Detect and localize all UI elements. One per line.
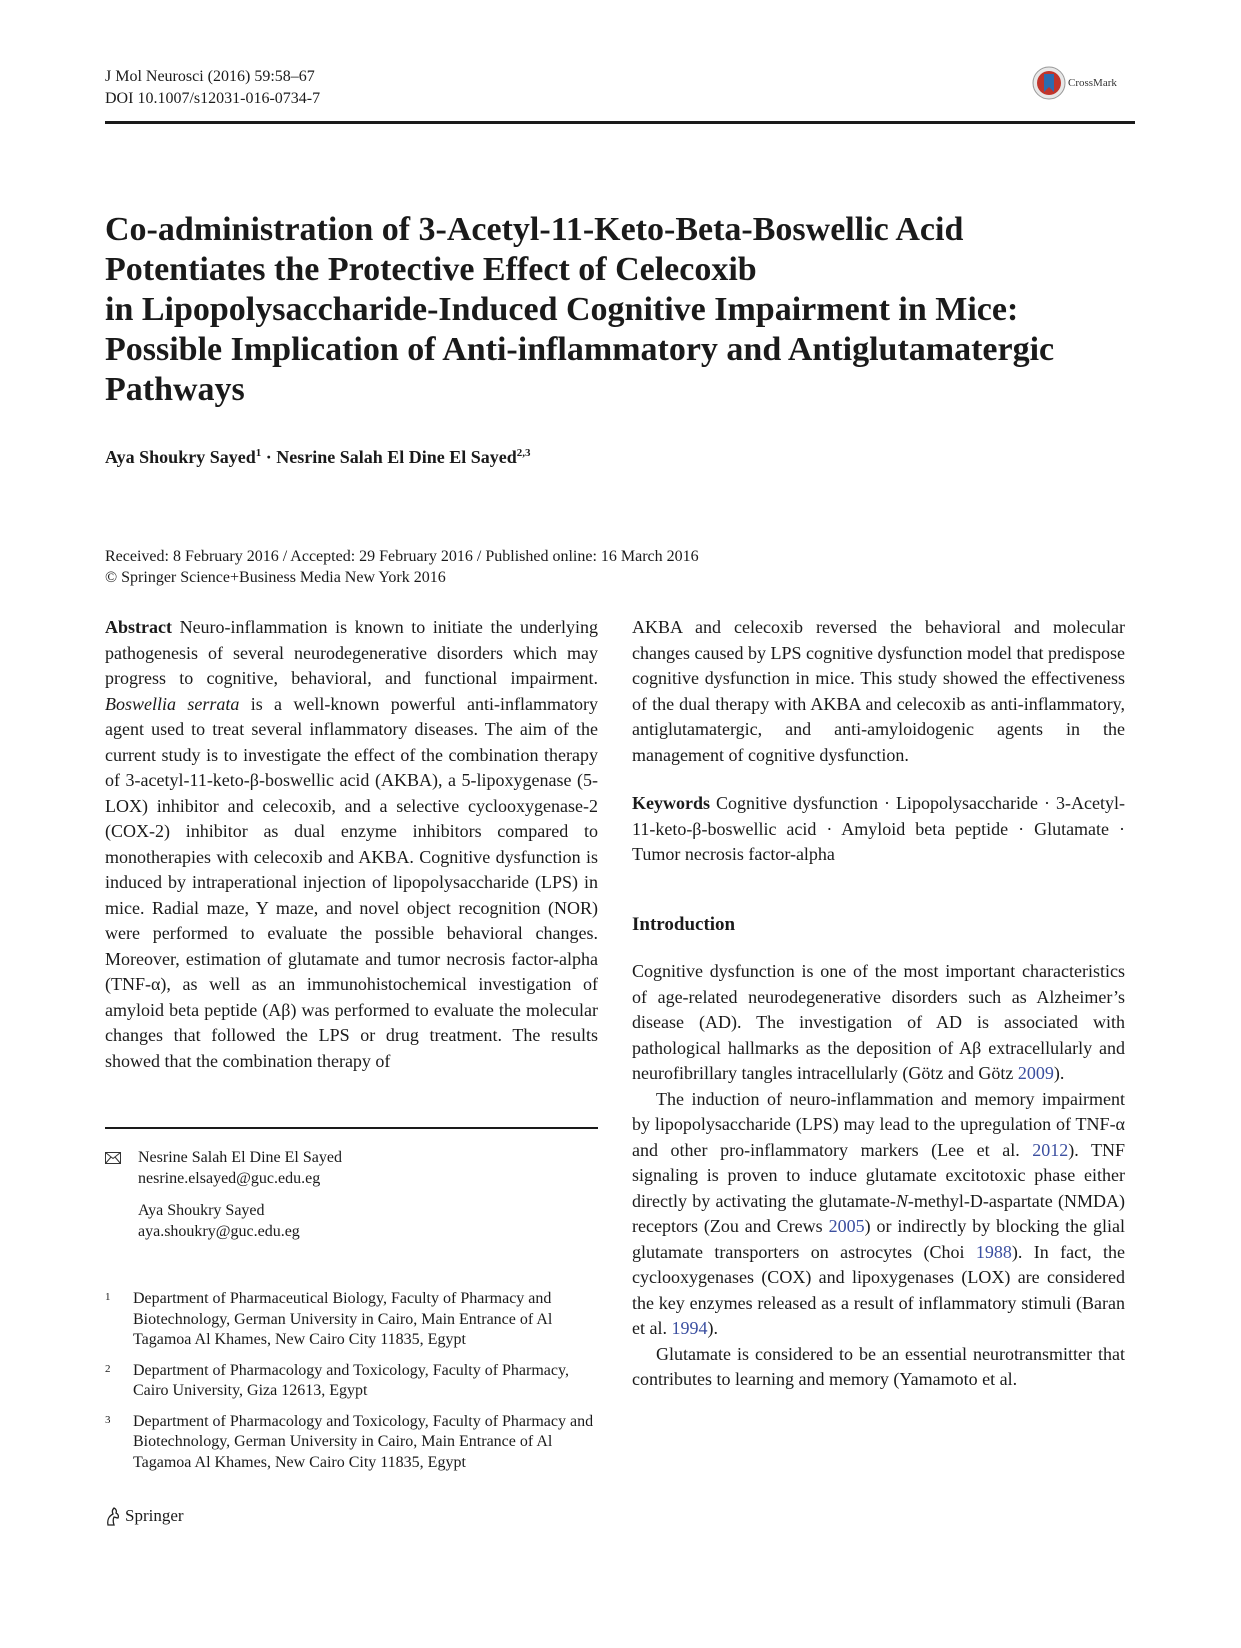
envelope-icon	[105, 1152, 121, 1164]
title-line: Pathways	[105, 371, 245, 408]
affiliation-ref: 1	[255, 447, 262, 459]
author-list	[105, 447, 531, 468]
crossmark-icon	[1032, 66, 1066, 100]
title-line: Possible Implication of Anti-inflammatory and Antiglutamatergic	[105, 331, 1055, 368]
correspondence	[105, 1148, 598, 1254]
header-rule	[105, 121, 1135, 124]
intro-paragraph: The induction of neuro-inflammation and memory impairment by lipopolysaccharide (LPS) may lead to the upregulation of TNF-α and other pro-inflammatory markers (Lee et al. 2012). TNF signaling is proven to induce glutamate excitotoxic phase either directly by activating the glutamate-N-methyl-D-aspartate (NMDA) receptors (Zou and Crews 2005) or indirectly by blocking the glial glutamate transporters on astrocytes (Choi 1988). In fact, the cyclooxygenases (COX) and lipoxygenases (LOX) are considered the key enzymes released as a result of inflammatory stimuli (Baran et al. 1994).	[632, 1088, 1126, 1338]
species-name: Boswellia serrata	[105, 693, 240, 714]
right-column	[632, 615, 1125, 1393]
crossmark-badge[interactable]	[1032, 66, 1117, 100]
corresponding-author-name: Nesrine Salah El Dine El Sayed	[138, 1149, 342, 1166]
abstract-label: Abstract	[105, 617, 172, 637]
author-separator: ·	[261, 447, 277, 467]
title-line: Co-administration of 3-Acetyl-11-Keto-Beta-Boswellic Acid	[105, 211, 964, 248]
author-name: Aya Shoukry Sayed	[138, 1202, 265, 1219]
article-title	[105, 210, 1140, 410]
left-column	[105, 615, 598, 1074]
citation-link[interactable]: 1994	[671, 1318, 708, 1338]
footnote-rule	[105, 1127, 598, 1129]
affiliation-item: 1 Department of Pharmaceutical Biology, Faculty of Pharmacy and Biotechnology, German University in Cairo, Main Entrance of Al Tagamoa Al Khames, New Cairo City 11835, Egypt	[105, 1290, 553, 1348]
abstract-continued: AKBA and celecoxib reversed the behavioral and molecular changes caused by LPS cognitive dysfunction model that predispose cognitive dysfunction in mice. This study showed the effectiveness of the dual therapy with AKBA and celecoxib as anti-inflammatory, antiglutamatergic, and anti-amyloidogenic agents in the management of cognitive dysfunction.	[632, 617, 1125, 765]
abstract-paragraph: Abstract Neuro-inflammation is known to initiate the underlying pathogenesis of several neurodegenerative disorders which may progress to cognitive, behavioral, and functional impairment. Boswellia serrata is a well-known powerful anti-inflammatory agent used to treat several inflammatory diseases. The aim of the current study is to investigate the effect of the combination therapy of 3-acetyl-11-keto-β-boswellic acid (AKBA), a 5-lipoxygenase (5-LOX) inhibitor and celecoxib, and a selective cyclooxygenase-2 (COX-2) inhibitor as dual enzyme inhibitors compared to monotherapies with celecoxib and AKBA. Cognitive dysfunction is induced by intraperational injection of lipopolysaccharide (LPS) in mice. Radial maze, Y maze, and novel object recognition (NOR) were performed to evaluate the possible behavioral changes. Moreover, estimation of glutamate and tumor necrosis factor-alpha (TNF-α), as well as an immunohistochemical investigation of amyloid beta peptide (Aβ) was performed to evaluate the molecular changes that followed the LPS or drug treatment. The results showed that the combination therapy of	[105, 617, 598, 1071]
affiliations	[105, 1289, 598, 1483]
affiliation-item: 2 Department of Pharmacology and Toxicology, Faculty of Pharmacy, Cairo University, Giza 12613, Egypt	[105, 1361, 569, 1399]
citation-link[interactable]: 2012	[1032, 1139, 1069, 1160]
title-line: in Lipopolysaccharide-Induced Cognitive Impairment in Mice:	[105, 291, 1019, 328]
affiliation-item: 3 Department of Pharmacology and Toxicology, Faculty of Pharmacy and Biotechnology, German University in Cairo, Main Entrance of Al Tagamoa Al Khames, New Cairo City 11835, Egypt	[105, 1412, 594, 1471]
citation-link[interactable]: 2005	[828, 1216, 865, 1236]
citation-link[interactable]: 2009	[1017, 1063, 1054, 1083]
publisher-name: Springer	[125, 1506, 184, 1525]
journal-citation: J Mol Neurosci (2016) 59:58–67	[105, 68, 315, 85]
crossmark-label: CrossMark	[1068, 77, 1117, 89]
email-link[interactable]: aya.shoukry@guc.edu.eg	[138, 1222, 300, 1240]
affiliation-ref: 2,3	[516, 447, 531, 459]
doi: DOI 10.1007/s12031-016-0734-7	[105, 90, 321, 107]
intro-paragraph: Glutamate is considered to be an essential neurotransmitter that contributes to learning and memory (Yamamoto et al.	[632, 1343, 1125, 1389]
email-link[interactable]: nesrine.elsayed@guc.edu.eg	[138, 1169, 321, 1187]
springer-horse-icon	[104, 1506, 122, 1526]
author-name[interactable]: Nesrine Salah El Dine El Sayed	[276, 447, 517, 467]
running-header	[105, 66, 320, 110]
section-heading-introduction: Introduction	[632, 913, 736, 935]
citation-link[interactable]: 1988	[975, 1241, 1012, 1262]
publication-history	[105, 546, 699, 588]
author-name[interactable]: Aya Shoukry Sayed	[105, 447, 256, 467]
keywords: Keywords Cognitive dysfunction · Lipopolysaccharide · 3-Acetyl-11-keto-β-boswellic acid · Amyloid beta peptide · Glutamate · Tumor necrosis factor-alpha	[632, 793, 1125, 864]
keywords-label: Keywords	[632, 793, 710, 813]
dates-line: Received: 8 February 2016 / Accepted: 29 February 2016 / Published online: 16 March 2016	[105, 548, 699, 565]
publisher-footer	[104, 1506, 184, 1526]
copyright-line: © Springer Science+Business Media New York 2016	[105, 569, 446, 586]
intro-paragraph: Cognitive dysfunction is one of the most important characteristics of age-related neurodegenerative disorders such as Alzheimer’s disease (AD). The investigation of AD is associated with pathological hallmarks as the deposition of Aβ extracellularly and neurofibrillary tangles intracellularly (Götz and Götz 2009).	[632, 961, 1125, 1083]
title-line: Potentiates the Protective Effect of Celecoxib	[105, 251, 757, 288]
